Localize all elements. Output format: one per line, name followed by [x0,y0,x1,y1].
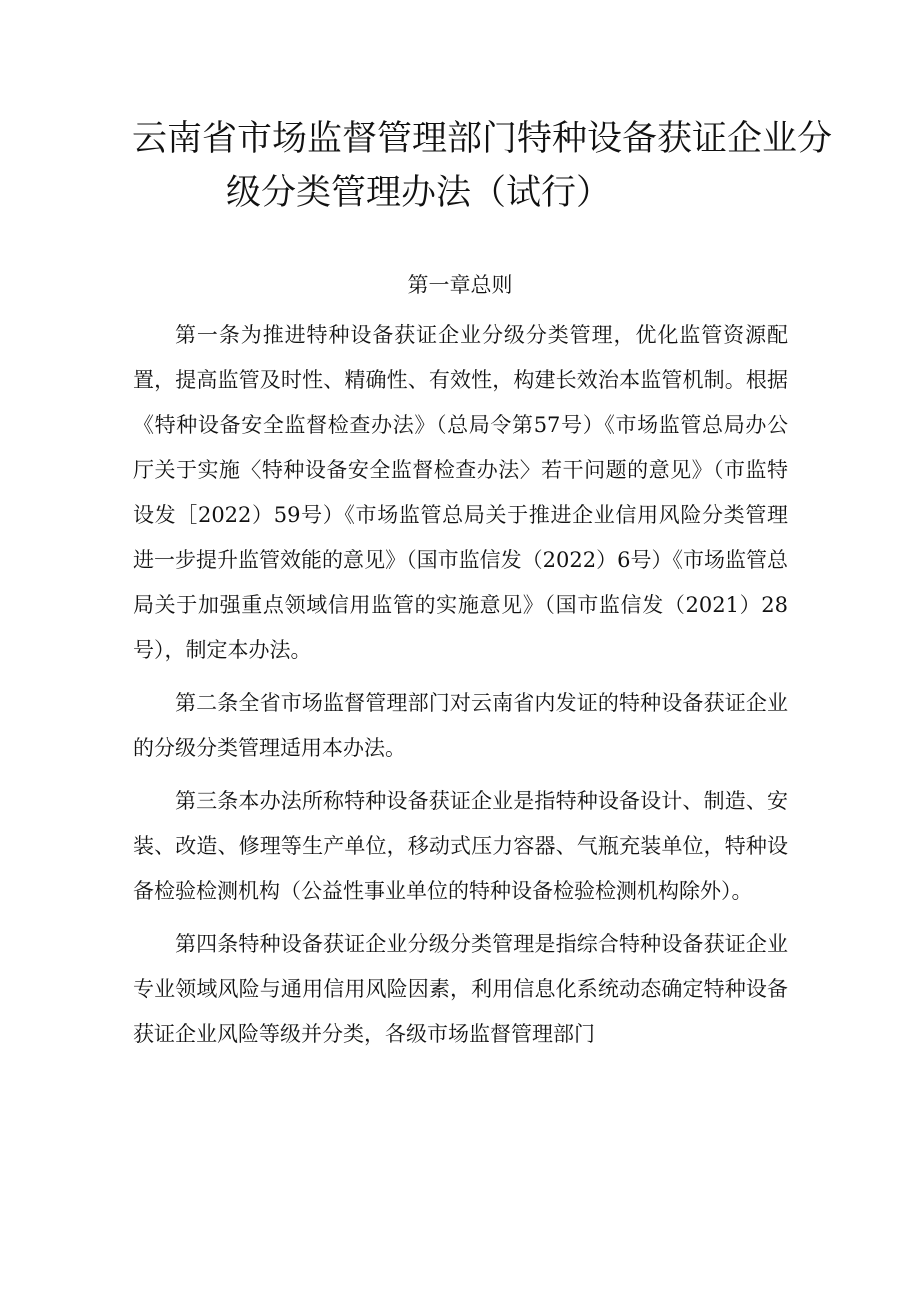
title-line-2: 级分类管理办法（试行） [226,173,612,213]
article-2-paragraph: 第二条全省市场监督管理部门对云南省内发证的特种设备获证企业的分级分类管理适用本办法。 [133,691,788,760]
article-4-paragraph: 第四条特种设备获证企业分级分类管理是指综合特种设备获证企业专业领域风险与通用信用风险因素，利用信息化系统动态确定特种设备获证企业风险等级并分类，各级市场监督管理部门 [133,932,788,1046]
document-body [133,313,788,1057]
article-1-paragraph: 第一条为推进特种设备获证企业分级分类管理，优化监管资源配置，提高监管及时性、精确性、有效性，构建长效治本监管机制。根据《特种设备安全监督检查办法》（总局令第57号）《市场监管总局办公厅关于实施〈特种设备安全监督检查办法〉若干问题的意见》（市监特设发［2022）59号）《市场监管总局关于推进企业信用风险分类管理进一步提升监管效能的意见》（国市监信发（2022）6号）《市场监管总局关于加强重点领域信用监管的实施意见》（国市监信发（2021）28号），制定本办法。 [133,323,788,662]
title-line-1: 云南省市场监督管理部门特种设备获证企业分 [132,119,833,159]
chapter-heading: 第一章总则 [407,273,513,297]
document-title [132,112,833,220]
article-3-paragraph: 第三条本办法所称特种设备获证企业是指特种设备设计、制造、安装、改造、修理等生产单位，移动式压力容器、气瓶充装单位，特种设备检验检测机构（公益性事业单位的特种设备检验检测机构除外）。 [133,789,788,903]
